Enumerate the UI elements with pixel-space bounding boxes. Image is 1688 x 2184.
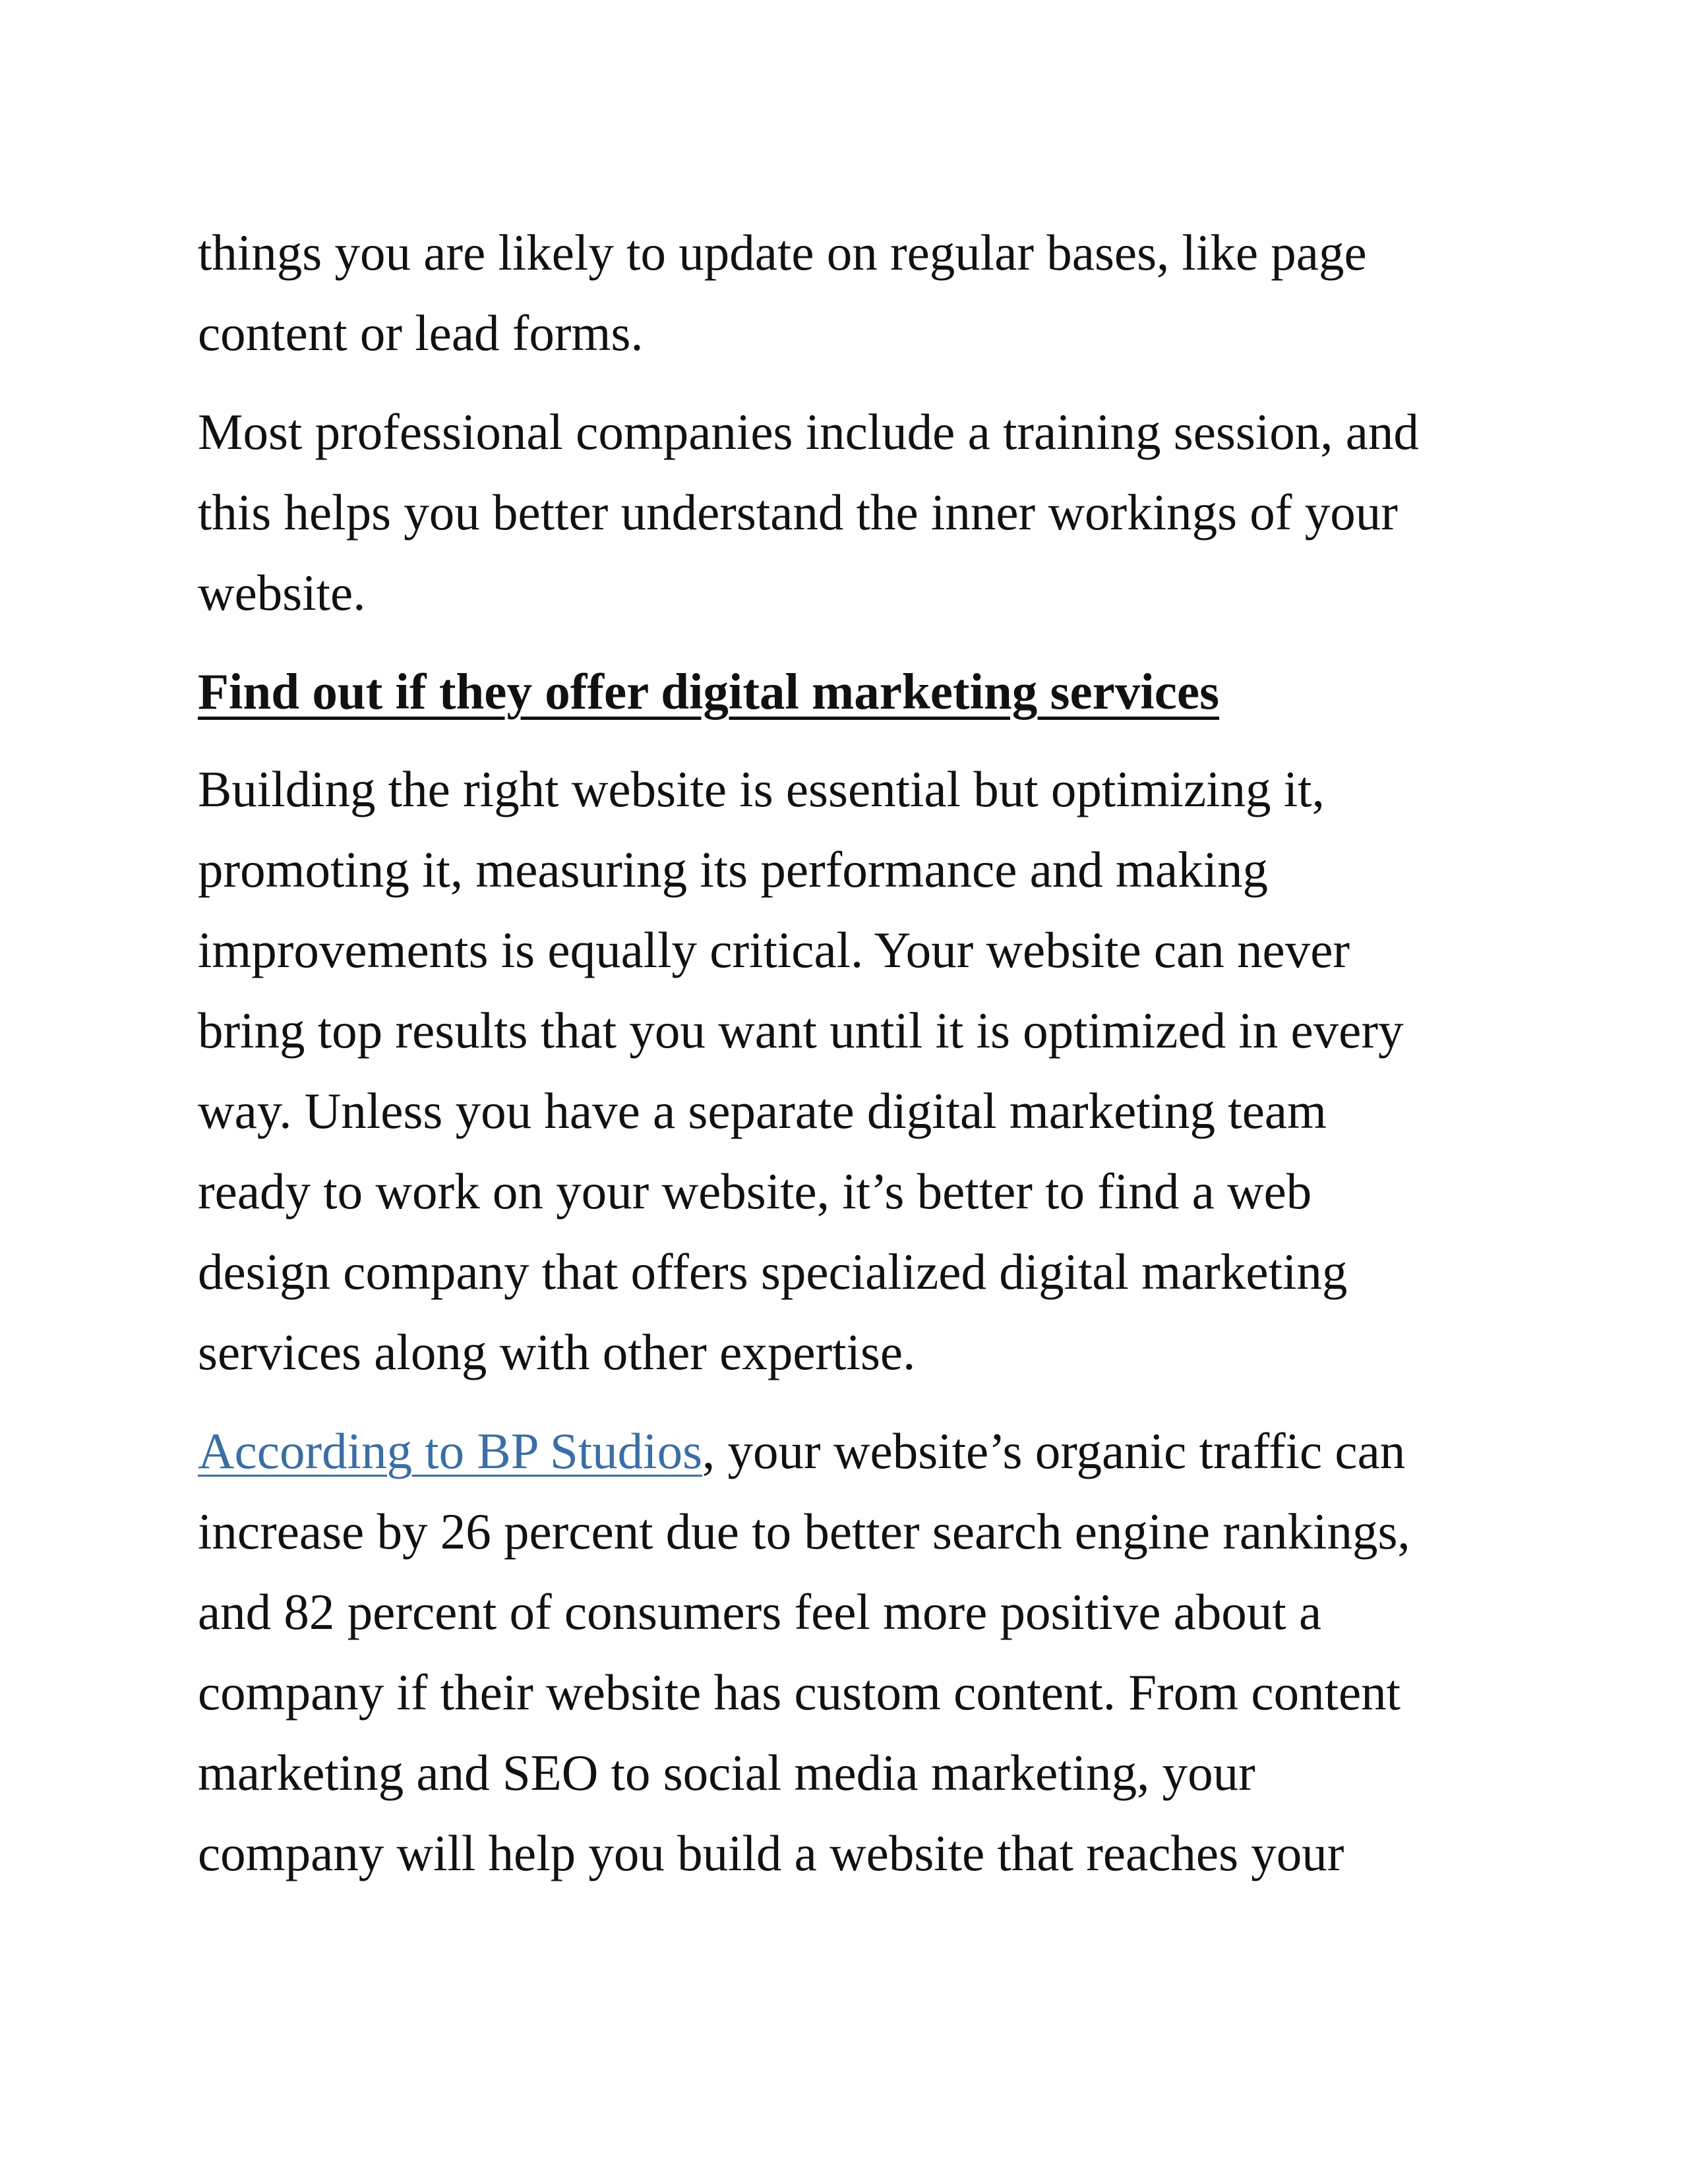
- text-fragment: , your website’s organic traffic can: [702, 1423, 1406, 1479]
- text-line: design company that offers specialized digital marketing: [198, 1243, 1348, 1300]
- paragraph-digital-marketing: [198, 749, 1490, 1392]
- text-line: website.: [198, 564, 366, 621]
- paragraph-bp-studios: [198, 1411, 1490, 1893]
- text-line-with-link: [198, 1411, 1490, 1491]
- text-line: content or lead forms.: [198, 305, 644, 361]
- paragraph-training-session: [198, 392, 1490, 633]
- text-line: services along with other expertise.: [198, 1324, 916, 1380]
- document-body: [198, 212, 1490, 1912]
- text-line: this helps you better understand the inner workings of your: [198, 484, 1398, 541]
- text-line: things you are likely to update on regular bases, like page: [198, 224, 1367, 281]
- section-heading: [198, 651, 1490, 732]
- text-line: company if their website has custom content. From content: [198, 1664, 1401, 1721]
- text-line: bring top results that you want until it is optimized in every: [198, 1002, 1404, 1059]
- text-line: promoting it, measuring its performance and making: [198, 841, 1269, 898]
- text-line: Building the right website is essential but optimizing it,: [198, 761, 1325, 817]
- text-line: Most professional companies include a training session, and: [198, 403, 1419, 460]
- paragraph-update-content: [198, 212, 1490, 373]
- text-line: ready to work on your website, it’s better to find a web: [198, 1163, 1312, 1220]
- text-line: and 82 percent of consumers feel more positive about a: [198, 1583, 1322, 1640]
- heading-text: Find out if they offer digital marketing services: [198, 663, 1220, 720]
- text-line: company will help you build a website that reaches your: [198, 1825, 1344, 1881]
- text-line: increase by 26 percent due to better search engine rankings,: [198, 1503, 1410, 1560]
- text-line: improvements is equally critical. Your website can never: [198, 922, 1350, 978]
- text-line: marketing and SEO to social media marketing, your: [198, 1744, 1255, 1801]
- text-line: way. Unless you have a separate digital marketing team: [198, 1082, 1327, 1139]
- bp-studios-link[interactable]: According to BP Studios: [198, 1423, 703, 1479]
